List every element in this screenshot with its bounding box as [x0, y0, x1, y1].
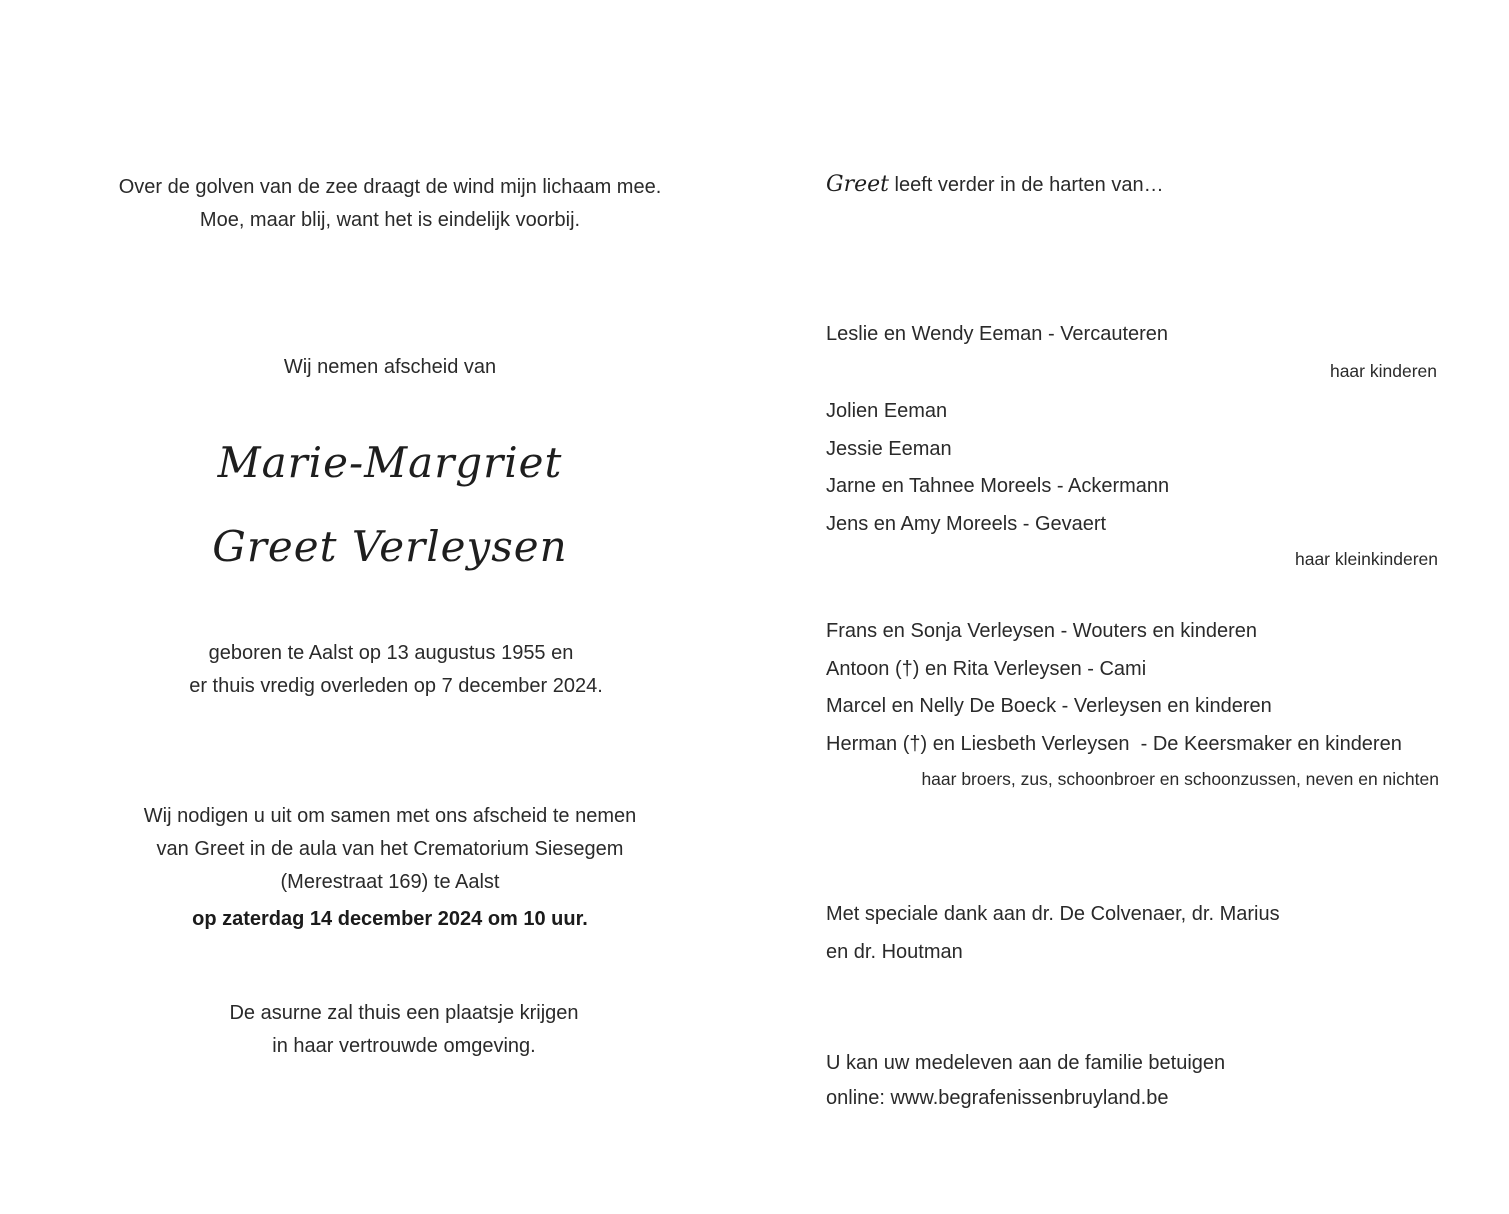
- thanks-note: [826, 896, 1280, 971]
- thanks-line-1: Met speciale dank aan dr. De Colvenaer, dr. Marius: [826, 903, 1280, 925]
- list-item: Leslie en Wendy Eeman - Vercauteren: [826, 323, 1169, 345]
- condolence-note: [826, 1046, 1225, 1115]
- ceremony-invitation: [90, 800, 690, 936]
- condolence-line-2: online: www.begrafenissenbruyland.be: [826, 1086, 1169, 1109]
- thanks-line-2: en dr. Houtman: [826, 940, 963, 963]
- urn-line-2: in haar vertrouwde omgeving.: [272, 1035, 536, 1057]
- farewell-intro: Wij nemen afscheid van: [283, 356, 497, 378]
- poem-line-1: Over de golven van de zee draagt de wind mijn lichaam mee.: [118, 176, 662, 198]
- grandchildren-label: haar kleinkinderen: [1294, 549, 1438, 569]
- heading-name: Greet: [826, 172, 889, 197]
- grandchildren-list: [826, 393, 1169, 544]
- condolence-line-1: U kan uw medeleven aan de familie betuigen: [826, 1052, 1226, 1074]
- list-item: Jolien Eeman: [826, 400, 948, 422]
- death-line: er thuis vredig overleden op 7 december 2024.: [189, 675, 603, 697]
- urn-note: [104, 997, 704, 1063]
- deceased-first-name: Marie-Margriet: [217, 438, 563, 487]
- list-item: Frans en Sonja Verleysen - Wouters en kinderen: [826, 620, 1257, 642]
- list-item: Herman (†) en Liesbeth Verleysen - De Keersmaker en kinderen: [826, 733, 1402, 756]
- list-item: Marcel en Nelly De Boeck - Verleysen en kinderen: [826, 695, 1272, 718]
- invite-line-2: van Greet in de aula van het Crematorium Siesegem: [156, 838, 624, 860]
- invite-line-1: Wij nodigen u uit om samen met ons afscheid te nemen: [143, 805, 637, 827]
- invite-line-3: (Merestraat 169) te Aalst: [280, 871, 500, 893]
- remembrance-heading: [826, 168, 1164, 202]
- list-item: Jessie Eeman: [826, 437, 952, 460]
- poem-line-2: Moe, maar blij, want het is eindelijk voorbij.: [199, 209, 581, 231]
- poem: [90, 171, 690, 237]
- urn-line-1: De asurne zal thuis een plaatsje krijgen: [229, 1002, 579, 1024]
- deceased-full-name: Greet Verleysen: [212, 522, 568, 571]
- birth-death-info: [96, 637, 696, 703]
- heading-text: leeft verder in de harten van…: [894, 174, 1164, 196]
- children-label: haar kinderen: [1329, 361, 1437, 381]
- list-item: Jarne en Tahnee Moreels - Ackermann: [826, 475, 1170, 498]
- ceremony-date: op zaterdag 14 december 2024 om 10 uur.: [192, 908, 588, 930]
- list-item: Jens en Amy Moreels - Gevaert: [826, 513, 1107, 536]
- siblings-label: haar broers, zus, schoonbroer en schoonzussen, neven en nichten: [921, 769, 1439, 789]
- siblings-list: [826, 613, 1402, 764]
- children-list: [826, 318, 1168, 351]
- birth-line: geboren te Aalst op 13 augustus 1955 en: [208, 642, 574, 664]
- list-item: Antoon (†) en Rita Verleysen - Cami: [826, 657, 1147, 680]
